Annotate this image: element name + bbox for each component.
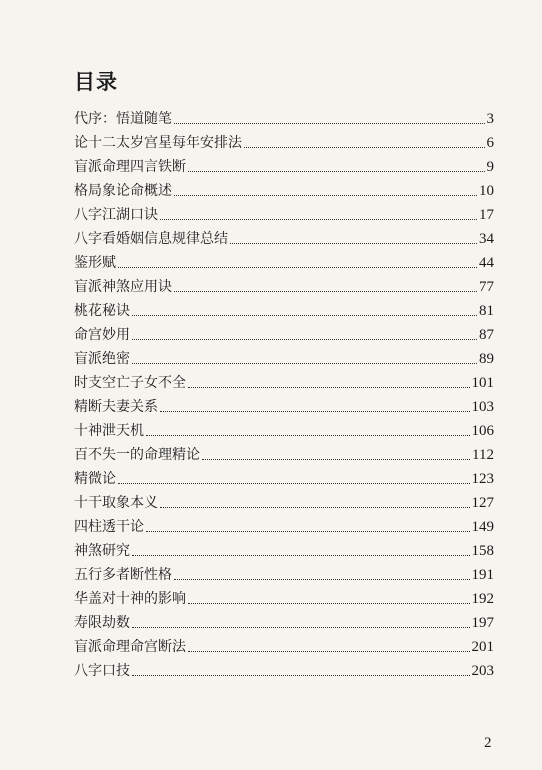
toc-dot-leader [188,651,470,652]
toc-entry[interactable] [74,512,494,536]
toc-entry[interactable] [74,440,494,464]
toc-entry[interactable] [74,272,494,296]
toc-entry-page: 89 [479,351,494,367]
toc-dot-leader [132,627,470,628]
toc-entry-page: 77 [479,279,494,295]
toc-entry-title: 华盖对十神的影响 [74,591,186,607]
table-of-contents [74,104,494,680]
toc-entry-page: 123 [471,471,494,487]
toc-entry[interactable] [74,536,494,560]
toc-entry-page: 158 [471,543,494,559]
toc-entry[interactable] [74,368,494,392]
toc-dot-leader [160,219,477,220]
toc-entry-page: 81 [479,303,494,319]
toc-entry-page: 10 [479,183,494,199]
toc-dot-leader [174,123,485,124]
toc-dot-leader [118,267,477,268]
toc-entry[interactable] [74,416,494,440]
toc-entry-page: 106 [471,423,494,439]
toc-dot-leader [230,243,477,244]
toc-dot-leader [188,603,470,604]
toc-entry[interactable] [74,464,494,488]
toc-dot-leader [132,363,477,364]
toc-entry-title: 精微论 [74,471,116,487]
toc-entry[interactable] [74,224,494,248]
toc-dot-leader [174,291,477,292]
toc-dot-leader [132,675,470,676]
toc-dot-leader [146,435,470,436]
toc-entry-title: 十神泄天机 [74,423,144,439]
toc-entry-title: 十干取象本义 [74,495,158,511]
toc-entry-title: 鉴形赋 [74,255,116,271]
toc-entry[interactable] [74,152,494,176]
toc-entry-title: 神煞研究 [74,543,130,559]
toc-entry-page: 127 [471,495,494,511]
toc-entry[interactable] [74,560,494,584]
toc-dot-leader [146,531,470,532]
toc-entry[interactable] [74,128,494,152]
toc-entry-title: 八字口技 [74,663,130,679]
toc-entry[interactable] [74,248,494,272]
toc-entry-page: 149 [471,519,494,535]
toc-entry[interactable] [74,656,494,680]
toc-entry[interactable] [74,104,494,128]
toc-dot-leader [202,459,470,460]
toc-entry-title: 桃花秘诀 [74,303,130,319]
toc-entry-page: 17 [479,207,494,223]
toc-dot-leader [132,339,477,340]
toc-entry-page: 6 [486,135,494,151]
toc-entry-title: 格局象论命概述 [74,183,172,199]
toc-entry-page: 9 [486,159,494,175]
toc-entry-page: 197 [471,615,494,631]
toc-dot-leader [188,387,470,388]
toc-entry-title: 四柱透干论 [74,519,144,535]
toc-entry-title: 五行多者断性格 [74,567,172,583]
toc-entry-page: 87 [479,327,494,343]
toc-dot-leader [160,507,470,508]
toc-dot-leader [244,147,485,148]
toc-entry-title: 八字江湖口诀 [74,207,158,223]
toc-entry-title: 命宫妙用 [74,327,130,343]
toc-entry-page: 101 [471,375,494,391]
page-title: 目录 [74,70,118,94]
toc-entry-title: 论十二太岁宫星每年安排法 [74,135,242,151]
page-number: 2 [484,735,492,751]
toc-entry-title: 寿限劫数 [74,615,130,631]
toc-dot-leader [174,195,477,196]
toc-dot-leader [118,483,470,484]
toc-entry-page: 112 [472,447,494,463]
toc-entry-title: 盲派命理四言铁断 [74,159,186,175]
toc-entry-title: 盲派命理命宫断法 [74,639,186,655]
toc-entry[interactable] [74,488,494,512]
toc-entry-page: 34 [479,231,494,247]
toc-dot-leader [160,411,470,412]
toc-entry-title: 精断夫妻关系 [74,399,158,415]
toc-entry[interactable] [74,344,494,368]
toc-entry[interactable] [74,608,494,632]
toc-entry[interactable] [74,200,494,224]
toc-entry-title: 盲派神煞应用诀 [74,279,172,295]
toc-entry-title: 代序：悟道随笔 [74,111,172,127]
toc-dot-leader [132,555,470,556]
toc-entry-title: 盲派绝密 [74,351,130,367]
toc-entry-page: 201 [471,639,494,655]
toc-entry-title: 百不失一的命理精论 [74,447,200,463]
toc-entry-page: 192 [471,591,494,607]
toc-entry[interactable] [74,632,494,656]
toc-entry[interactable] [74,176,494,200]
toc-entry[interactable] [74,320,494,344]
toc-entry[interactable] [74,392,494,416]
toc-entry-page: 103 [471,399,494,415]
toc-dot-leader [174,579,470,580]
toc-entry-page: 44 [479,255,494,271]
toc-entry-title: 八字看婚姻信息规律总结 [74,231,228,247]
toc-entry-page: 3 [486,111,494,127]
toc-entry[interactable] [74,584,494,608]
toc-dot-leader [132,315,477,316]
toc-entry-page: 191 [471,567,494,583]
toc-entry[interactable] [74,296,494,320]
toc-entry-title: 时支空亡子女不全 [74,375,186,391]
toc-dot-leader [188,171,485,172]
toc-entry-page: 203 [471,663,494,679]
